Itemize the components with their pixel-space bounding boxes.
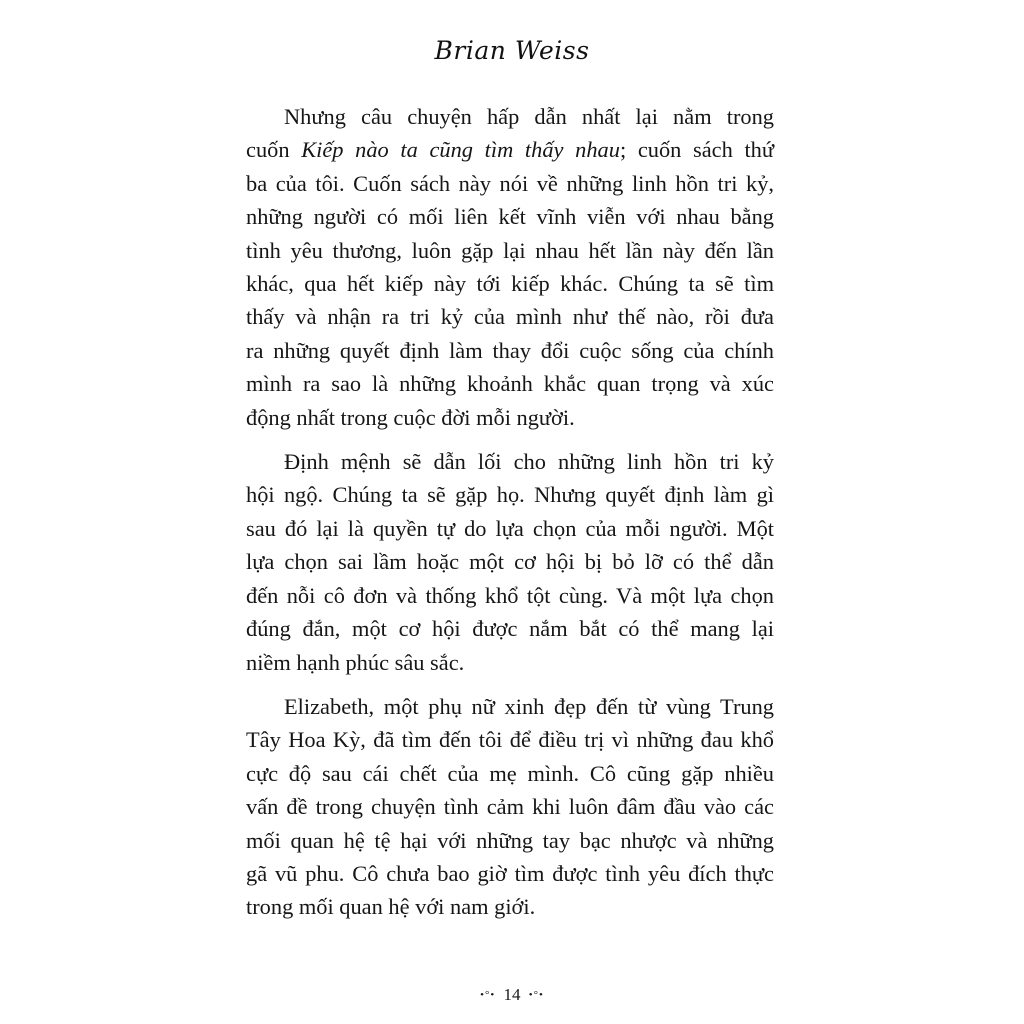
ornament-left: •°• (480, 989, 496, 1001)
text-line: gã vũ phu. Cô chưa bao giờ tìm được tình yêu đích thực (246, 860, 774, 886)
page-footer (0, 985, 1024, 1005)
text-fragment: ; cuốn sách thứ (619, 137, 775, 163)
text-line: đúng đắn, một cơ hội được nắm bắt có thể mang lại (246, 616, 774, 642)
text-line: vấn đề trong chuyện tình cảm khi luôn đâm đầu vào các (246, 794, 774, 820)
ornament-right: •°• (528, 989, 544, 1001)
text-line: ba của tôi. Cuốn sách này nói về những linh hồn tri kỷ, (246, 170, 774, 196)
paragraph-3 (246, 690, 774, 924)
text-line: mối quan hệ tệ hại với những tay bạc nhược và những (246, 827, 774, 853)
book-title: Kiếp nào ta cũng tìm thấy nhau (301, 137, 620, 163)
running-header-author: Brian Weiss (434, 36, 590, 65)
page-number: 14 (503, 985, 521, 1004)
text-line: Nhưng câu chuyện hấp dẫn nhất lại nằm trong (284, 104, 774, 129)
text-line: ra những quyết định làm thay đổi cuộc sống của chính (246, 337, 774, 363)
paragraph-1 (246, 100, 774, 434)
text-line: những người có mối liên kết vĩnh viễn với nhau bằng (246, 204, 774, 230)
text-fragment: cuốn (246, 137, 302, 163)
text-line: sau đó lại là quyền tự do lựa chọn của mỗi người. Một (246, 515, 774, 541)
text-line: khác, qua hết kiếp này tới kiếp khác. Chúng ta sẽ tìm (246, 271, 774, 297)
text-line: thấy và nhận ra tri kỷ của mình như thế nào, rồi đưa (246, 304, 774, 330)
text-line: tình yêu thương, luôn gặp lại nhau hết lần này đến lần (246, 237, 774, 263)
paragraph-2 (246, 445, 774, 679)
text-line: Tây Hoa Kỳ, đã tìm đến tôi để điều trị vì những đau khổ (246, 727, 774, 753)
text-line: trong mối quan hệ với nam giới. (246, 894, 536, 920)
text-line: niềm hạnh phúc sâu sắc. (246, 649, 465, 675)
text-line: mình ra sao là những khoảnh khắc quan trọng và xúc (246, 371, 774, 397)
text-line: cực độ sau cái chết của mẹ mình. Cô cũng gặp nhiều (246, 760, 774, 786)
text-line: đến nỗi cô đơn và thống khổ tột cùng. Và một lựa chọn (246, 582, 774, 608)
body-text (246, 100, 774, 924)
text-line: Elizabeth, một phụ nữ xinh đẹp đến từ vùng Trung (284, 693, 774, 719)
text-line: hội ngộ. Chúng ta sẽ gặp họ. Nhưng quyết định làm gì (246, 482, 774, 508)
text-line: động nhất trong cuộc đời mỗi người. (246, 404, 575, 430)
text-line (246, 133, 774, 166)
text-line: Định mệnh sẽ dẫn lối cho những linh hồn tri kỷ (284, 449, 774, 475)
text-line: lựa chọn sai lầm hoặc một cơ hội bị bỏ lỡ có thể dẫn (246, 549, 774, 575)
